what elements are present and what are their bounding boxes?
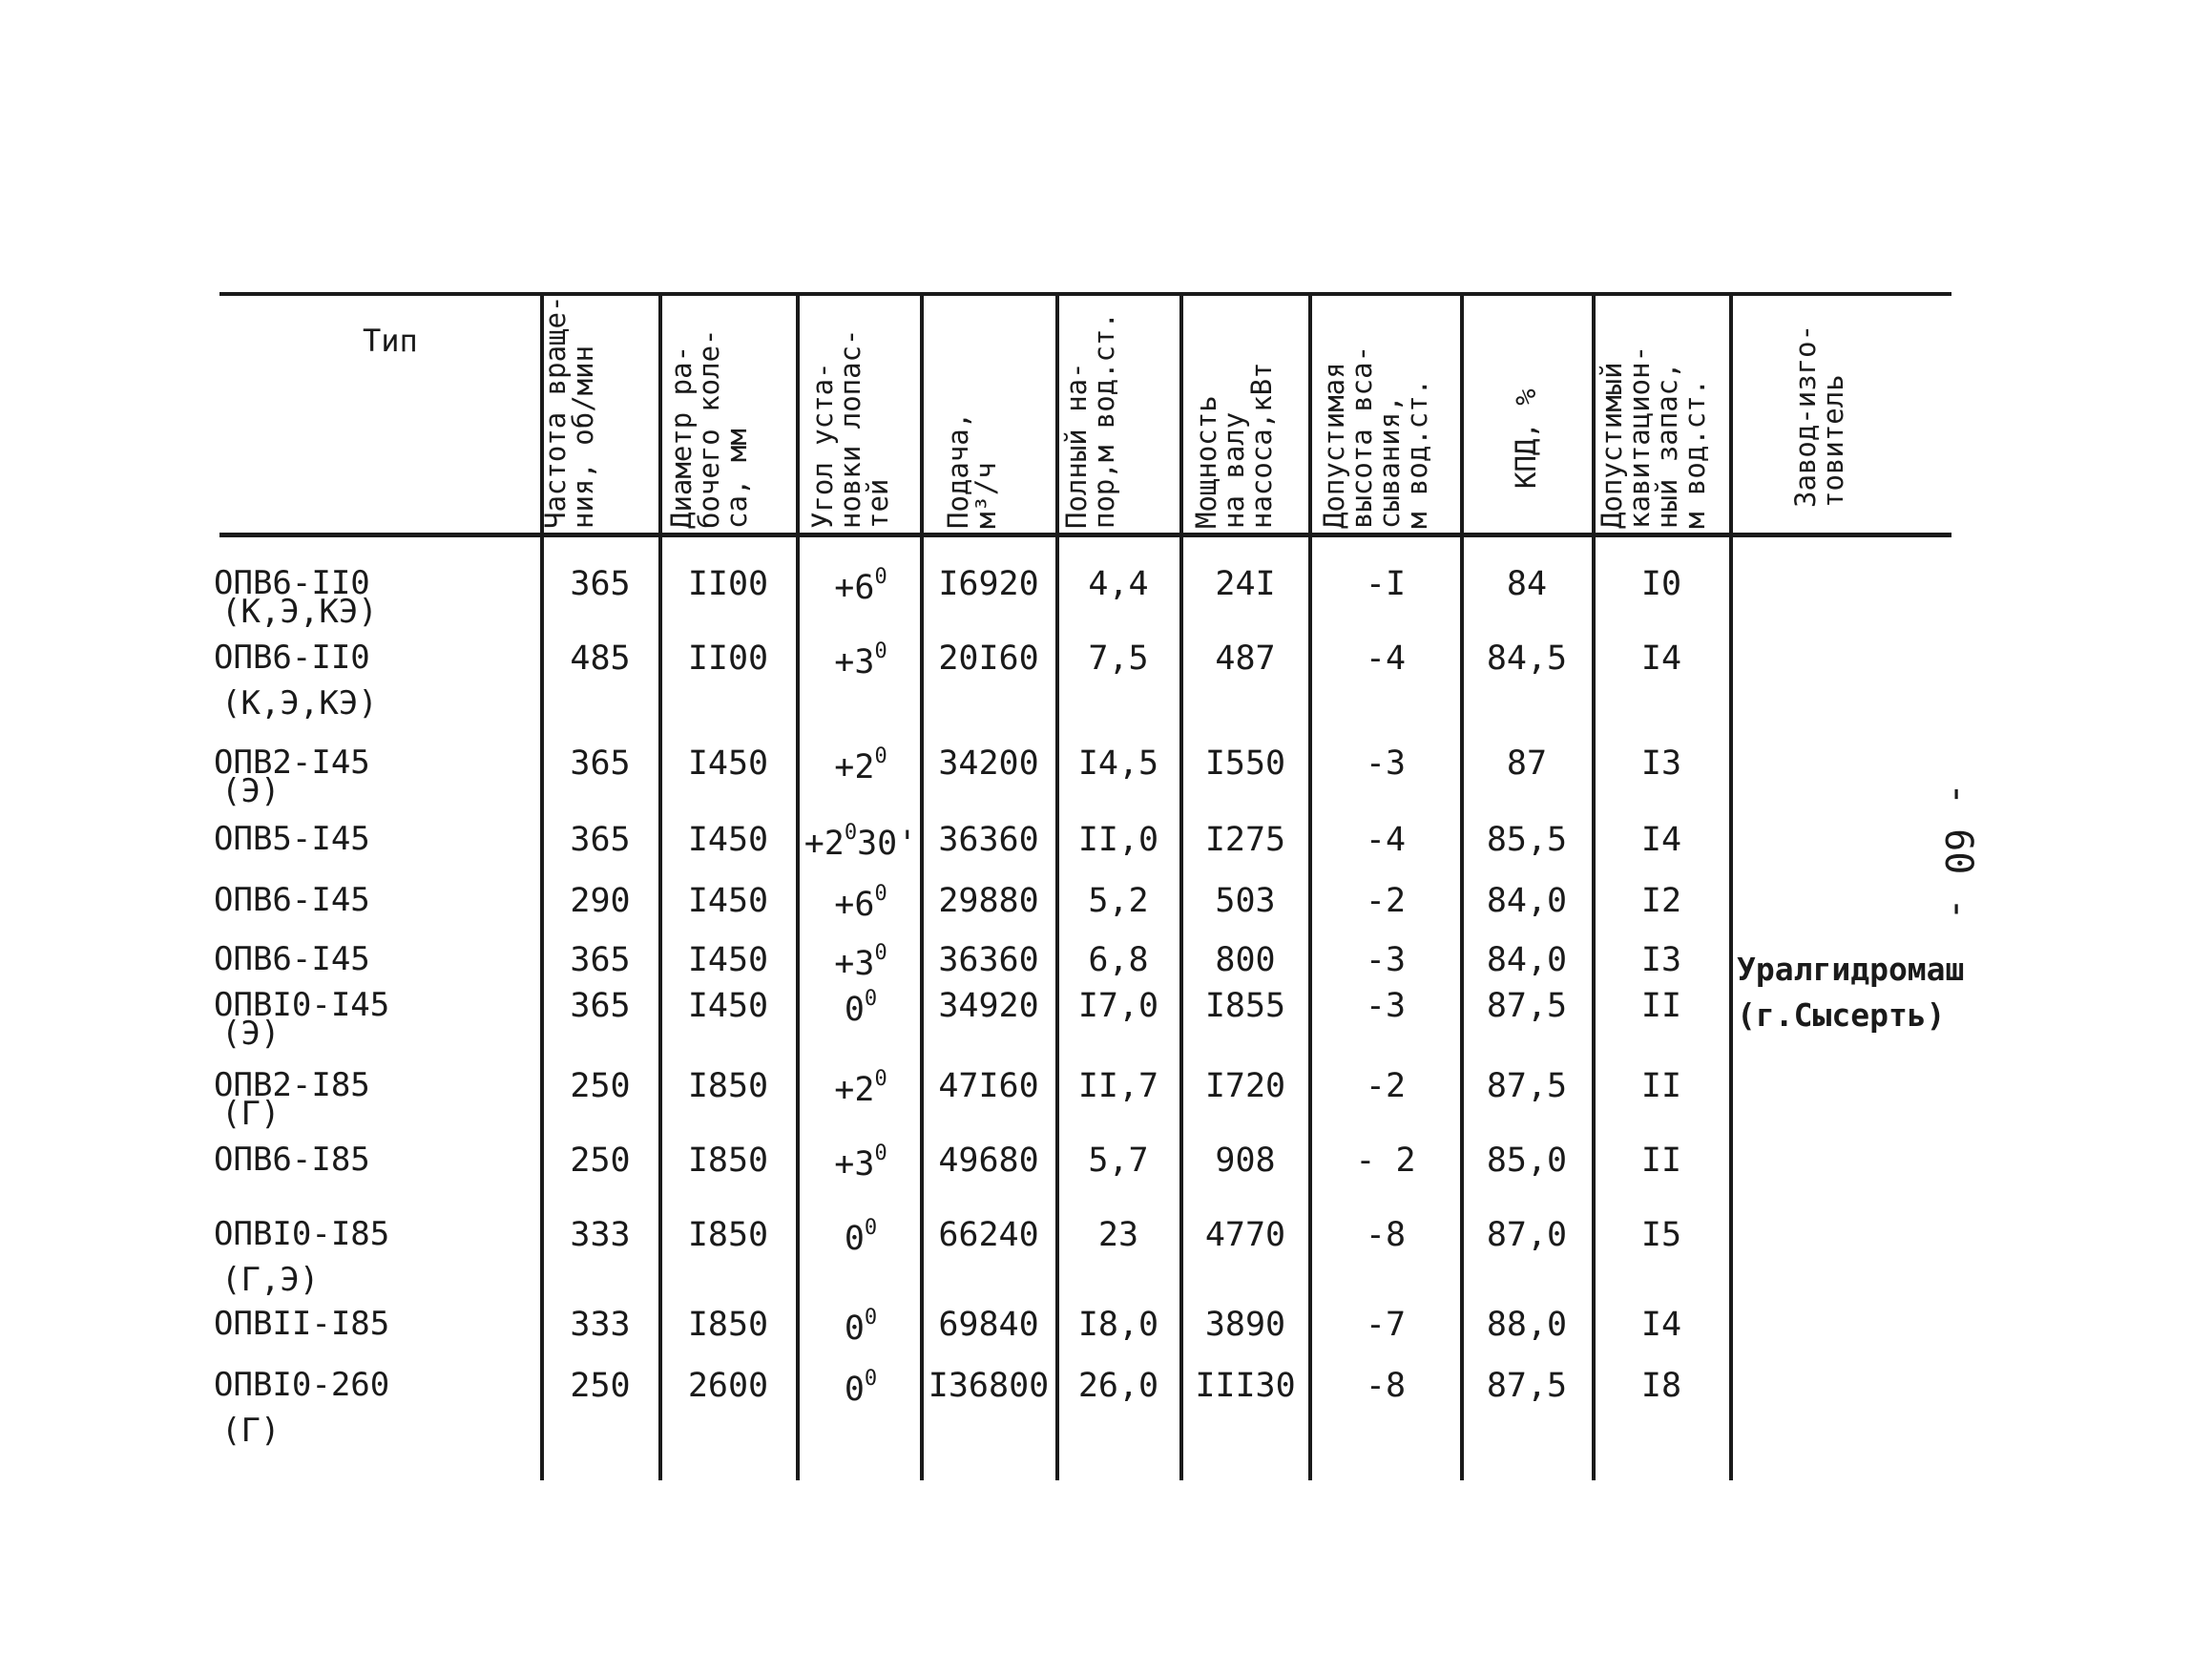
angle-cell [800,821,922,863]
suction-cell: -2 [1365,882,1407,920]
suction-cell: -8 [1365,1216,1407,1254]
speed-cell: 365 [570,821,631,859]
header-speed: Частота враще- ния, об/мин [539,295,599,529]
efficiency-cell: 85,5 [1486,821,1568,859]
efficiency-cell: 84,0 [1486,941,1568,979]
efficiency-cell: 87,0 [1486,1216,1568,1254]
power-cell: 3890 [1204,1306,1286,1344]
degree-mark: 0 [864,1367,878,1391]
header-suction: Допустимая высота вса- сывания, м вод.ст. [1318,345,1433,529]
pump-type: ОПВI0-I45 [214,986,390,1024]
angle-cell [800,1142,922,1184]
cavitation-cell: I4 [1640,639,1682,678]
flow-cell: 69840 [938,1306,1039,1344]
cavitation-cell: I3 [1640,941,1682,979]
efficiency-cell: 84,0 [1486,882,1568,920]
diameter-cell: I450 [687,987,769,1025]
diameter-cell: I850 [687,1142,769,1180]
manufacturer-name: Уралгидромаш [1737,951,1965,988]
manufacturer-city: (г.Сысерть) [1737,996,1946,1034]
efficiency-cell: 87,5 [1486,987,1568,1025]
pump-type: ОПВ6-I85 [214,1141,370,1179]
header-manufacturer: Завод-изго- товитель [1789,324,1849,508]
power-cell: 24I [1215,565,1276,603]
head-cell: I8,0 [1077,1306,1159,1344]
head-cell: 26,0 [1077,1367,1159,1405]
diameter-cell: 2600 [687,1367,769,1405]
pump-type-variant: (Э) [221,772,281,810]
header-type: Тип [363,323,418,359]
header-head: Полный на- пор,м вод.ст. [1060,312,1120,529]
cavitation-cell: I5 [1640,1216,1682,1254]
flow-cell: 34200 [938,744,1039,783]
degree-mark: 0 [874,941,887,965]
suction-cell: -3 [1365,941,1407,979]
pump-type: ОПВI0-I85 [214,1215,390,1253]
degree-mark: 0 [864,1216,878,1240]
degree-mark: 0 [864,987,878,1011]
degree-mark: 0 [844,821,858,845]
angle-value: +2 [834,748,875,786]
speed-cell: 333 [570,1306,631,1344]
power-cell: 503 [1215,882,1276,920]
header-diameter: Диаметр ра- бочего коле- са, мм [665,328,753,529]
speed-cell: 333 [570,1216,631,1254]
efficiency-cell: 88,0 [1486,1306,1568,1344]
power-cell: 800 [1215,941,1276,979]
efficiency-cell: 85,0 [1486,1142,1568,1180]
diameter-cell: I450 [687,821,769,859]
efficiency-cell: 84,5 [1486,639,1568,678]
angle-value: +6 [834,886,875,924]
angle-cell [800,1367,922,1409]
power-cell: III30 [1195,1367,1296,1405]
table-top-rule [219,292,1951,296]
speed-cell: 365 [570,941,631,979]
angle-cell [800,1306,922,1348]
head-cell: 23 [1097,1216,1139,1254]
flow-cell: 20I60 [938,639,1039,678]
pump-type: ОПВ6-I45 [214,940,370,978]
angle-value: +3 [834,643,875,681]
degree-mark: 0 [874,1067,887,1091]
degree-mark: 0 [874,882,887,906]
cavitation-cell: II [1640,1067,1682,1105]
degree-mark: 0 [874,565,887,589]
angle-minutes: 30' [857,825,918,863]
speed-cell: 365 [570,987,631,1025]
flow-cell: 36360 [938,821,1039,859]
diameter-cell: I450 [687,744,769,783]
head-cell: II,0 [1077,821,1159,859]
angle-cell [800,639,922,681]
header-power: Мощность на валу насоса,кВт [1190,362,1278,529]
pump-type-variant: (Э) [221,1015,281,1053]
suction-cell: -2 [1365,1067,1407,1105]
flow-cell: I6920 [938,565,1039,603]
cavitation-cell: I3 [1640,744,1682,783]
angle-cell [800,1216,922,1258]
speed-cell: 250 [570,1367,631,1405]
suction-cell: -4 [1365,821,1407,859]
column-divider [1729,292,1733,1480]
suction-cell: -7 [1365,1306,1407,1344]
efficiency-cell: 87,5 [1486,1367,1568,1405]
speed-cell: 485 [570,639,631,678]
flow-cell: 49680 [938,1142,1039,1180]
angle-value: +3 [834,945,875,983]
pump-type: ОПВ5-I45 [214,820,370,858]
head-cell: 5,7 [1088,1142,1149,1180]
flow-cell: 36360 [938,941,1039,979]
pump-type: ОПВ2-I45 [214,744,370,782]
suction-cell: - 2 [1355,1142,1416,1180]
degree-mark: 0 [874,639,887,663]
power-cell: I550 [1204,744,1286,783]
angle-cell [800,565,922,607]
pump-type-variant: (Г) [221,1412,281,1450]
speed-cell: 250 [570,1067,631,1105]
angle-value: 0 [844,1220,865,1258]
cavitation-cell: II [1640,1142,1682,1180]
power-cell: I720 [1204,1067,1286,1105]
header-angle: Угол уста- новки лопас- тей [806,328,894,529]
pump-type-variant: (Г) [221,1095,281,1133]
pump-type-variant: (Г,Э) [221,1261,320,1299]
angle-value: 0 [844,1309,865,1348]
header-bottom-rule [219,533,1951,537]
speed-cell: 365 [570,565,631,603]
pump-type: ОПВ6-II0 [214,564,370,602]
diameter-cell: II00 [687,565,769,603]
head-cell: 5,2 [1088,882,1149,920]
power-cell: I275 [1204,821,1286,859]
angle-cell [800,882,922,924]
diameter-cell: I850 [687,1306,769,1344]
pump-type-variant: (К,Э,КЭ) [221,684,378,723]
degree-mark: 0 [874,1142,887,1165]
flow-cell: 47I60 [938,1067,1039,1105]
cavitation-cell: I0 [1640,565,1682,603]
angle-value: 0 [844,1371,865,1409]
flow-cell: 66240 [938,1216,1039,1254]
cavitation-cell: I8 [1640,1367,1682,1405]
page-number: - 60 - [1936,783,1980,921]
power-cell: 908 [1215,1142,1276,1180]
diameter-cell: II00 [687,639,769,678]
angle-value: +6 [834,569,875,607]
efficiency-cell: 87 [1506,744,1548,783]
angle-cell [800,987,922,1029]
suction-cell: -3 [1365,744,1407,783]
power-cell: 4770 [1204,1216,1286,1254]
diameter-cell: I850 [687,1067,769,1105]
angle-cell [800,941,922,983]
efficiency-cell: 87,5 [1486,1067,1568,1105]
speed-cell: 290 [570,882,631,920]
cavitation-cell: I2 [1640,882,1682,920]
header-cavitation: Допустимый кавитацион- ный запас, м вод.ст. [1596,345,1711,529]
degree-mark: 0 [874,744,887,768]
degree-mark: 0 [864,1306,878,1330]
suction-cell: -I [1365,565,1407,603]
cavitation-cell: I4 [1640,821,1682,859]
angle-cell [800,1067,922,1109]
head-cell: I7,0 [1077,987,1159,1025]
pump-type: ОПВ6-I45 [214,881,370,919]
angle-value: 0 [844,991,865,1029]
header-efficiency: КПД, % [1510,388,1542,489]
head-cell: II,7 [1077,1067,1159,1105]
speed-cell: 250 [570,1142,631,1180]
suction-cell: -8 [1365,1367,1407,1405]
flow-cell: 34920 [938,987,1039,1025]
flow-cell: 29880 [938,882,1039,920]
head-cell: I4,5 [1077,744,1159,783]
header-flow: Подача, м³/ч [942,411,1002,529]
head-cell: 4,4 [1088,565,1149,603]
pump-type: ОПВI0-260 [214,1366,390,1404]
flow-cell: I36800 [928,1367,1050,1405]
pump-type-variant: (К,Э,КЭ) [221,593,378,631]
angle-value: +2 [803,825,845,863]
cavitation-cell: I4 [1640,1306,1682,1344]
angle-value: +2 [834,1071,875,1109]
suction-cell: -4 [1365,639,1407,678]
angle-value: +3 [834,1145,875,1184]
efficiency-cell: 84 [1506,565,1548,603]
cavitation-cell: II [1640,987,1682,1025]
angle-cell [800,744,922,786]
speed-cell: 365 [570,744,631,783]
head-cell: 7,5 [1088,639,1149,678]
diameter-cell: I450 [687,882,769,920]
power-cell: I855 [1204,987,1286,1025]
diameter-cell: I450 [687,941,769,979]
pump-type: ОПВII-I85 [214,1305,390,1343]
diameter-cell: I850 [687,1216,769,1254]
power-cell: 487 [1215,639,1276,678]
suction-cell: -3 [1365,987,1407,1025]
pump-type: ОПВ6-II0 [214,639,370,677]
head-cell: 6,8 [1088,941,1149,979]
pump-type: ОПВ2-I85 [214,1066,370,1104]
